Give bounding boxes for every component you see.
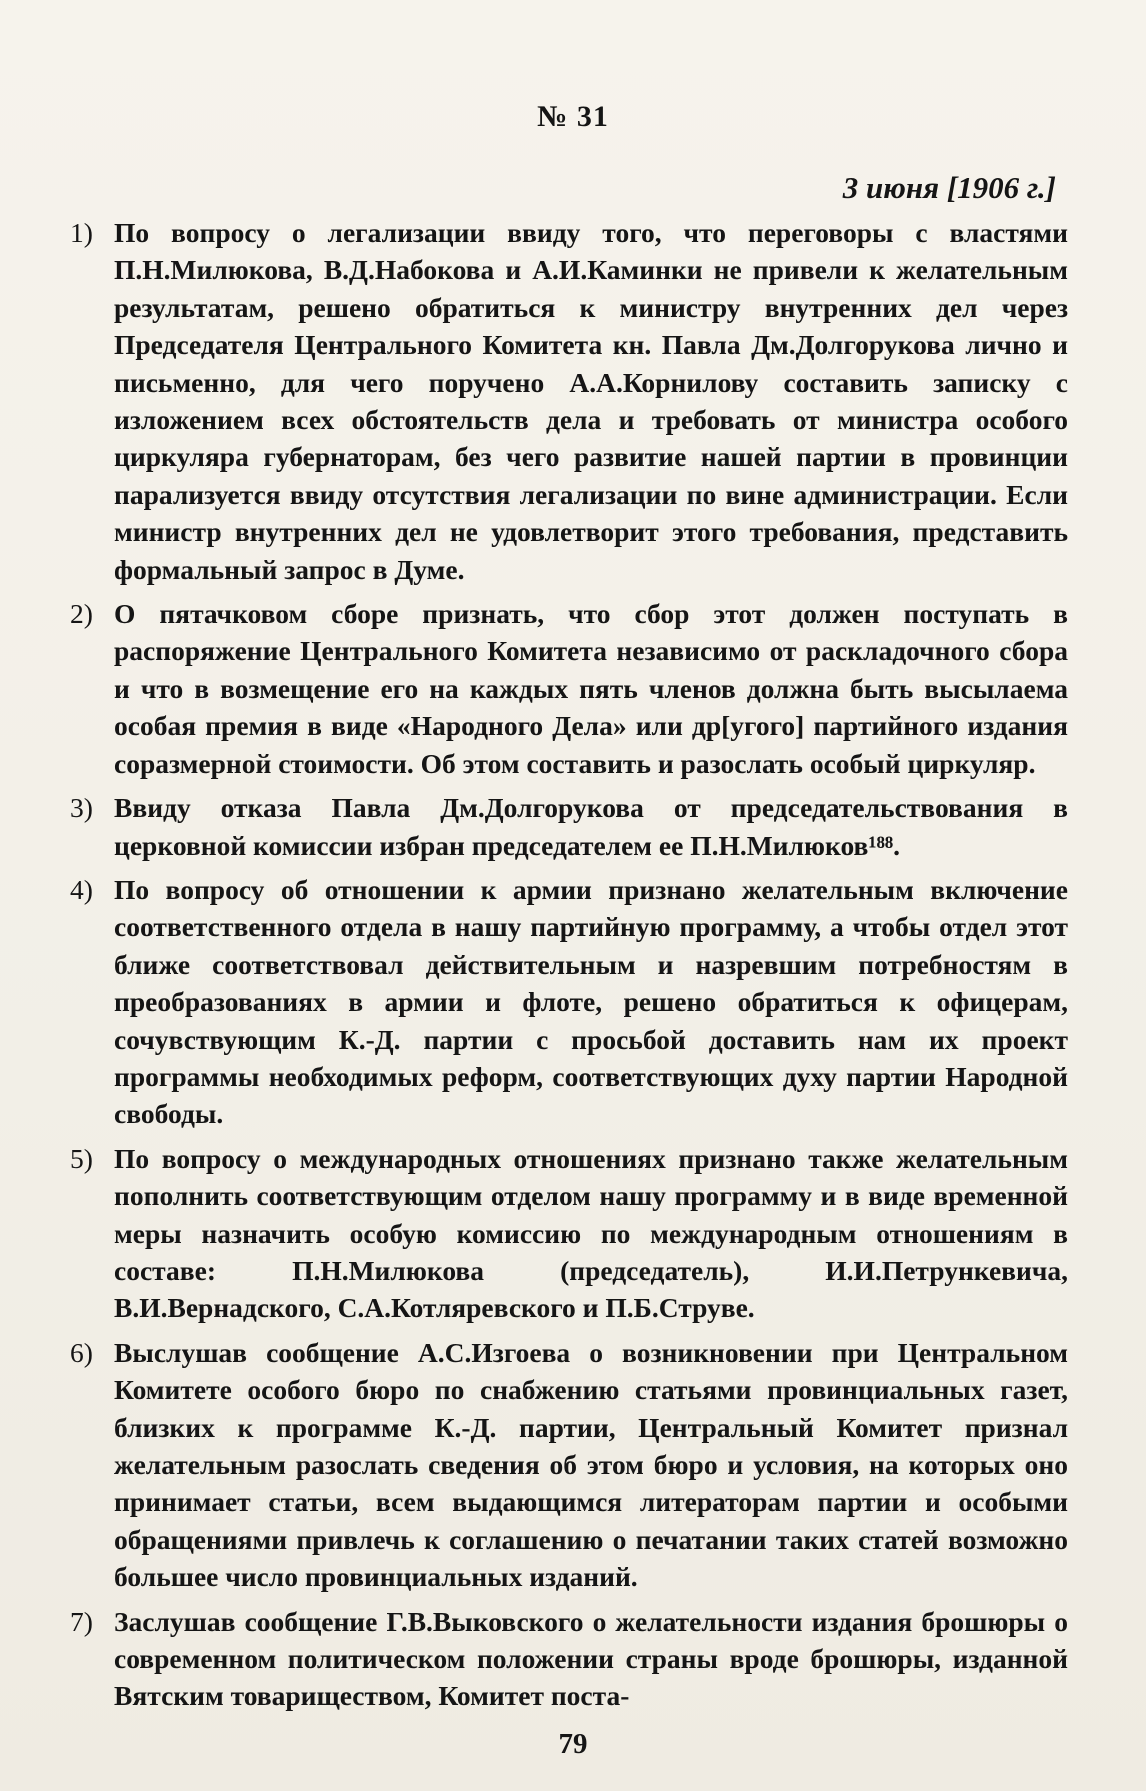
item-number: 6) [70, 1336, 93, 1368]
item-number: 3) [70, 792, 93, 824]
item-number: 2) [70, 598, 93, 630]
item-text: По вопросу об отношении к армии признано желательным включение соответственного отдела в нашу партийную программу, а чтобы отдел этот ближе соответствовал действительным и назревшим потребностям в преобразованиях в армии и флоте, решено обратиться к офицерам, сочувствующим К.-Д. партии с просьбой доставить нам их проект программы необходимых реформ, соответствующих духу партии Народной свободы. [114, 873, 1068, 1130]
item-text: Ввиду отказа Павла Дм.Долгорукова от председательствования в церковной комиссии избран председателем ее П.Н.Милюков¹⁸⁸. [114, 792, 1068, 861]
list-item [70, 595, 1068, 782]
list-item [70, 789, 1068, 864]
resolution-list [70, 214, 1068, 1722]
page-number: 79 [558, 1728, 588, 1760]
item-number: 4) [70, 873, 93, 905]
item-text: По вопросу о легализации ввиду того, что переговоры с властями П.Н.Милюкова, В.Д.Набокова и А.И.Каминки не привели к желательным результатам, решено обратиться к министру внутренних дел через Председателя Центрального Комитета кн. Павла Дм.Долгорукова лично и письменно, для чего поручено А.А.Корнилову составить записку с изложением всех обстоятельств дела и требовать от министра особого циркуляра губернаторам, без чего развитие нашей партии в провинции парализуется ввиду отсутствия легализации по вине администрации. Если министр внутренних дел не удовлетворит этого требования, представить формальный запрос в Думе. [114, 217, 1068, 585]
list-item [70, 1603, 1068, 1715]
list-item [70, 871, 1068, 1133]
item-text: По вопросу о международных отношениях признано также желательным пополнить соответствующим отделом нашу программу и в виде временной меры назначить особую комиссию по международным отношениям в составе: П.Н.Милюкова (председатель), И.И.Петрункевича, В.И.Вернадского, С.А.Котляревского и П.Б.Струве. [114, 1142, 1068, 1324]
document-number: № 31 [537, 100, 609, 133]
item-text: Заслушав сообщение Г.В.Выковского о желательности издания брошюры о современном политическом положении страны вроде брошюры, изданной Вятским товариществом, Комитет поста- [114, 1605, 1068, 1712]
item-text: Выслушав сообщение А.С.Изгоева о возникновении при Центральном Комитете особого бюро по снабжению статьями провинциальных газет, близких к программе К.-Д. партии, Центральный Комитет признал желательным разослать сведения об этом бюро и условия, на которых оно принимает статьи, всем выдающимся литераторам партии и особыми обращениями привлечь к соглашению о печатании таких статей возможно большее число провинциальных изданий. [114, 1336, 1068, 1593]
item-number: 1) [70, 217, 93, 248]
item-text: О пятачковом сборе признать, что сбор этот должен поступать в распоряжение Центрального Комитета независимо от раскладочного сбора и что в возмещение его на каждых пять членов должна быть высылаема особая премия в виде «Народного Дела» или др[угого] партийного издания соразмерной стоимости. Об этом составить и разослать особый циркуляр. [114, 598, 1068, 779]
list-item [70, 214, 1068, 588]
item-number: 5) [70, 1142, 93, 1174]
list-item [70, 1334, 1068, 1596]
item-number: 7) [70, 1605, 93, 1637]
document-date: 3 июня [1906 г.] [842, 170, 1056, 205]
list-item [70, 1140, 1068, 1327]
